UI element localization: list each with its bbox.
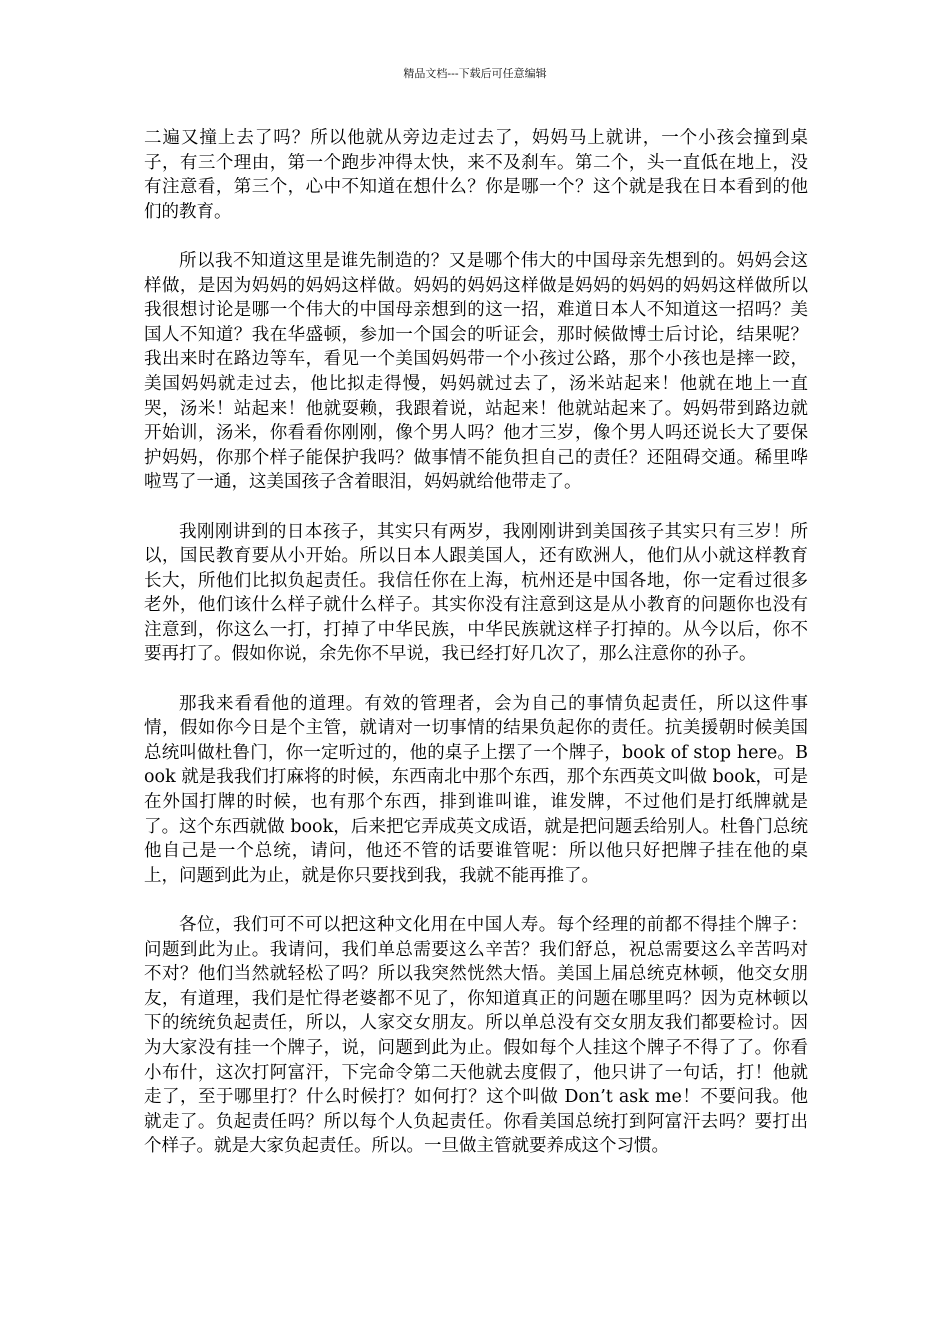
document-body [144,126,808,1184]
page-header: 精品文档---下载后可任意编辑 [403,67,547,80]
paragraph-2: 所以我不知道这里是谁先制造的？又是哪个伟大的中国母亲先想到的。妈妈会这样做，是因为妈妈的妈妈这样做。妈妈的妈妈这样做是妈妈的妈妈的妈妈这样做所以我很想讨论是哪一个伟大的中国母亲想到的这一招，难道日本人不知道这一招吗？美国人不知道？我在华盛顿，参加一个国会的听证会，那时候做博士后讨论，结果呢？我出来时在路边等车，看见一个美国妈妈带一个小孩过公路，那个小孩也是摔一跤，美国妈妈就走过去，他比拟走得慢，妈妈就过去了，汤米站起来！他就在地上一直哭，汤米！站起来！他就耍赖，我跟着说，站起来！他就站起来了。妈妈带到路边就开始训，汤米，你看看你刚刚，像个男人吗？他才三岁，像个男人吗还说长大了要保护妈妈，你那个样子能保护我吗？做事情不能负担自己的责任？还阻碍交通。稀里哗啦骂了一通，这美国孩子含着眼泪，妈妈就给他带走了。 [144,250,808,493]
paragraph-5: 各位，我们可不可以把这种文化用在中国人寿。每个经理的前都不得挂个牌子：问题到此为止。我请问，我们单总需要这么辛苦？我们舒总，祝总需要这么辛苦吗对不对？他们当然就轻松了吗？所以我突然恍然大悟。美国上届总统克林顿，他交女朋友，有道理，我们是忙得老婆都不见了，你知道真正的问题在哪里吗？因为克林顿以下的统统负起责任，所以，人家交女朋友。所以单总没有交女朋友我们都要检讨。因为大家没有挂一个牌子，说，问题到此为止。假如每个人挂这个牌子不得了了。你看小布什，这次打阿富汗，下完命令第二天他就去度假了，他只讲了一句话，打！他就走了，至于哪里打？什么时候打？如何打？这个叫做 Don’t ask me！不要问我。他就走了。负起责任吗？所以每个人负起责任。你看美国总统打到阿富汗去吗？要打出个样子。就是大家负起责任。所以。一旦做主管就要养成这个习惯。 [144,915,808,1157]
paragraph-4: 那我来看看他的道理。有效的管理者，会为自己的事情负起责任，所以这件事情，假如你今日是个主管，就请对一切事情的结果负起你的责任。抗美援朝时候美国总统叫做杜鲁门，你一定听过的，他的桌子上摆了一个牌子，book of stop here。Book 就是我我们打麻将的时候，东西南北中那个东西，那个东西英文叫做 book，可是在外国打牌的时候，也有那个东西，排到谁叫谁，谁发牌，不过他们是打纸牌就是了。这个东西就做 book，后来把它弄成英文成语，就是把问题丢给别人。杜鲁门总统他自己是一个总统，请问，他还不管的话要谁管呢：所以他只好把牌子挂在他的桌上，问题到此为止，就是你只要找到我，我就不能再推了。 [144,693,808,886]
paragraph-1: 二遍又撞上去了吗？所以他就从旁边走过去了，妈妈马上就讲，一个小孩会撞到桌子，有三个理由，第一个跑步冲得太快，来不及刹车。第二个，头一直低在地上，没有注意看，第三个，心中不知道在想什么？你是哪一个？这个就是我在日本看到的他们的教育。 [144,128,808,222]
paragraph-3: 我刚刚讲到的日本孩子，其实只有两岁，我刚刚讲到美国孩子其实只有三岁！所以，国民教育要从小开始。所以日本人跟美国人，还有欧洲人，他们从小就这样教育长大，所他们比拟负起责任。我信任你在上海，杭州还是中国各地，你一定看过很多老外，他们该什么样子就什么样子。其实你没有注意到这是从小教育的问题你也没有注意到，你这么一打，打掉了中华民族，中华民族就这样子打掉的。从今以后，你不要再打了。假如你说，余先你不早说，我已经打好几次了，那么注意你的孙子。 [144,521,808,665]
